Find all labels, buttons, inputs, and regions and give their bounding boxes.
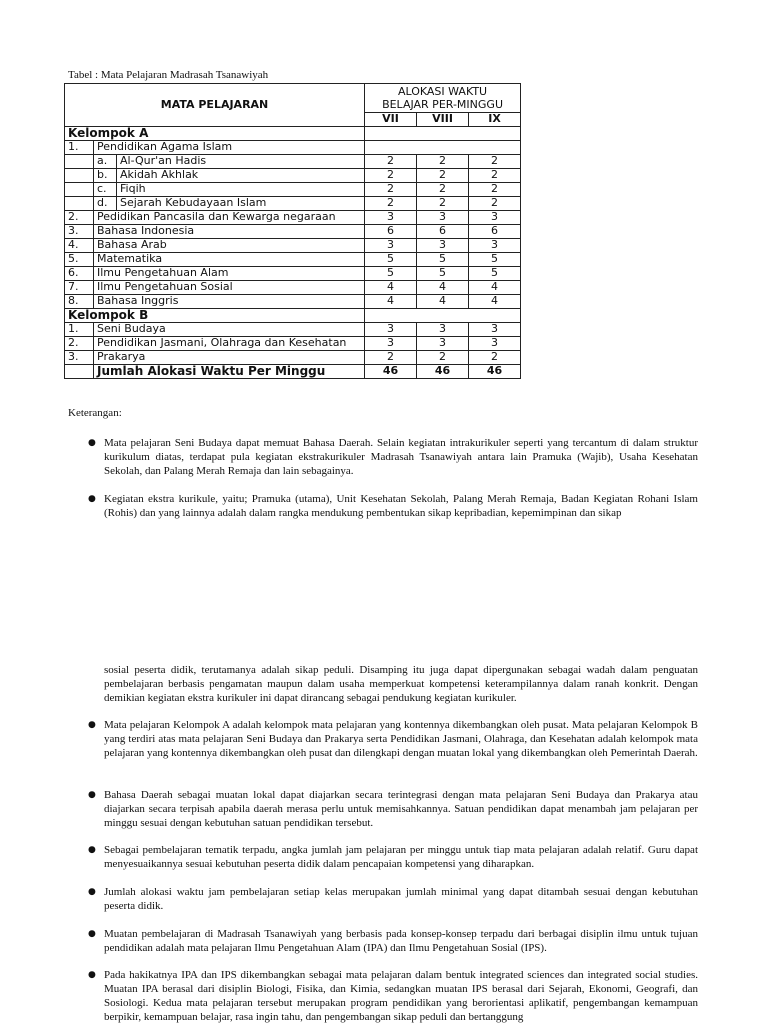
subject-name: Pendidikan Jasmani, Olahraga dan Kesehatan — [94, 337, 365, 351]
hours-value: 4 — [365, 295, 417, 309]
hours-value: 4 — [365, 281, 417, 295]
note-text: Pada hakikatnya IPA dan IPS dikembangkan sebagai mata pelajaran dalam bentuk integrated sciences dan integrated social studies. Muatan IPA berasal dari disiplin Biologi, Fisika, dan Kimia, sedangkan muatan IPS berasal dari Sejarah, Ekonomi, Geografi, dan Sosiologi. Kedua mata pelajaran tersebut merupakan program pendidikan yang berorientasi aplikatif, pengembangan kemampuan berpikir, kemampuan belajar, rasa ingin tahu, dan pengembangan sikap peduli dan bertanggung — [104, 969, 698, 1023]
hours-value: 3 — [365, 239, 417, 253]
note-item — [88, 718, 698, 760]
note-continuation — [104, 663, 698, 705]
row-number: 4. — [65, 239, 94, 253]
note-text: Sebagai pembelajaran tematik terpadu, angka jumlah jam pelajaran per minggu untuk tiap mata pelajaran adalah relatif. Guru dapat menyesuaikannya sesuai kebutuhan peserta didik dalam pencapaian kompetensi yang diharapkan. — [104, 844, 698, 870]
hours-value: 6 — [365, 225, 417, 239]
note-text: Muatan pembelajaran di Madrasah Tsanawiyah yang berbasis pada konsep-konsep terpadu dari berbagai disiplin ilmu untuk tujuan pendidikan adalah mata pelajaran Ilmu Pengetahuan Alam (IPA) dan Ilmu Pengetahuan Sosial (IPS). — [104, 928, 698, 954]
row-number: 3. — [65, 225, 94, 239]
total-label: Jumlah Alokasi Waktu Per Minggu — [94, 365, 365, 379]
subject-name: Akidah Akhlak — [117, 169, 365, 183]
note-item — [88, 885, 698, 913]
row-letter: b. — [94, 169, 117, 183]
hours-value: 6 — [469, 225, 521, 239]
empty-cell — [65, 183, 94, 197]
hours-value: 3 — [365, 323, 417, 337]
row-number: 2. — [65, 337, 94, 351]
row-number: 7. — [65, 281, 94, 295]
hours-value: 2 — [469, 169, 521, 183]
empty-cell — [365, 309, 521, 323]
hours-value: 2 — [417, 351, 469, 365]
note-text: Jumlah alokasi waktu jam pembelajaran setiap kelas merupakan jumlah minimal yang dapat ditambah sesuai dengan kebutuhan peserta didik. — [104, 886, 698, 912]
hours-value: 3 — [469, 323, 521, 337]
header-subject: MATA PELAJARAN — [65, 84, 365, 127]
hours-value: 4 — [417, 281, 469, 295]
hours-value: 5 — [365, 253, 417, 267]
hours-value: 2 — [365, 197, 417, 211]
row-letter: c. — [94, 183, 117, 197]
hours-value: 3 — [417, 211, 469, 225]
subject-name: Al-Qur'an Hadis — [117, 155, 365, 169]
subject-name: Ilmu Pengetahuan Sosial — [94, 281, 365, 295]
hours-value: 2 — [469, 155, 521, 169]
note-text: sosial peserta didik, terutamanya adalah sikap peduli. Disamping itu juga dapat dipergunakan sebagai wadah dalam penguatan pembelajaran berbasis pengamatan maupun dalam usaha memperkuat kompetensi keterampilannya dalam ranah konkrit. Dengan demikian kegiatan ekstra kurikuler ini dapat dirancang sebagai pendukung kegiatan kurikuler. — [104, 664, 698, 704]
group-b-heading: Kelompok B — [65, 309, 365, 323]
note-item — [88, 968, 698, 1024]
hours-value: 5 — [417, 253, 469, 267]
subject-name: Prakarya — [94, 351, 365, 365]
table-row — [65, 267, 521, 281]
note-text: Bahasa Daerah sebagai muatan lokal dapat diajarkan secara terintegrasi dengan mata pelajaran Seni Budaya dan Prakarya atau diajarkan secara terpisah apabila daerah merasa perlu untuk memisahkannya. Satuan pendidikan dapat menambah jam pelajaran per minggu sesuai dengan kebutuhan satuan pendidikan tersebut. — [104, 789, 698, 829]
empty-cell — [365, 141, 521, 155]
hours-value: 2 — [417, 155, 469, 169]
row-number: 1. — [65, 141, 94, 155]
table-row — [65, 337, 521, 351]
subject-name: Sejarah Kebudayaan Islam — [117, 197, 365, 211]
bullet-icon: ● — [88, 790, 96, 800]
hours-value: 3 — [365, 211, 417, 225]
hours-value: 2 — [365, 155, 417, 169]
total-value: 46 — [365, 365, 417, 379]
hours-value: 5 — [417, 267, 469, 281]
empty-cell — [65, 197, 94, 211]
note-item — [88, 843, 698, 871]
subject-name: Pedidikan Pancasila dan Kewarga negaraan — [94, 211, 365, 225]
row-number: 3. — [65, 351, 94, 365]
empty-cell — [365, 127, 521, 141]
hours-value: 3 — [417, 239, 469, 253]
hours-value: 2 — [365, 183, 417, 197]
table-caption: Tabel : Mata Pelajaran Madrasah Tsanawiyah — [68, 69, 269, 81]
table-row — [65, 225, 521, 239]
hours-value: 3 — [417, 323, 469, 337]
table-row — [65, 197, 521, 211]
bullet-icon: ● — [88, 845, 96, 855]
row-number: 6. — [65, 267, 94, 281]
hours-value: 6 — [417, 225, 469, 239]
total-value: 46 — [469, 365, 521, 379]
subject-name: Seni Budaya — [94, 323, 365, 337]
empty-cell — [65, 169, 94, 183]
empty-cell — [65, 365, 94, 379]
row-number: 5. — [65, 253, 94, 267]
hours-value: 2 — [365, 169, 417, 183]
table-row — [65, 295, 521, 309]
header-allocation-line1: ALOKASI WAKTU — [397, 85, 488, 98]
bullet-icon: ● — [88, 929, 96, 939]
hours-value: 3 — [469, 337, 521, 351]
note-item — [88, 436, 698, 478]
grade-header: VIII — [417, 113, 469, 127]
note-item — [88, 927, 698, 955]
bullet-icon: ● — [88, 494, 96, 504]
bullet-icon: ● — [88, 438, 96, 448]
subject-name: Bahasa Arab — [94, 239, 365, 253]
note-text: Mata pelajaran Seni Budaya dapat memuat Bahasa Daerah. Selain kegiatan intrakurikuler seperti yang tercantum di dalam struktur kurikulum diatas, terdapat pula kegiatan ekstrakurikuler Madrasah Tsanawiyah antara lain Pramuka (Wajib), Usaha Kesehatan Sekolah, dan Palang Merah Remaja dan lain sebagainya. — [104, 437, 698, 477]
note-text: Kegiatan ekstra kurikule, yaitu; Pramuka (utama), Unit Kesehatan Sekolah, Palang Merah Remaja, Badan Kegiatan Rohani Islam (Rohis) dan yang lainnya adalah dalam rangka mendukung pembentukan sikap kepribadian, kepemimpinan dan sikap — [104, 493, 698, 519]
grade-header: IX — [469, 113, 521, 127]
note-item — [88, 788, 698, 830]
row-letter: d. — [94, 197, 117, 211]
row-letter: a. — [94, 155, 117, 169]
grade-header: VII — [365, 113, 417, 127]
hours-value: 5 — [365, 267, 417, 281]
hours-value: 2 — [417, 169, 469, 183]
group-a-heading: Kelompok A — [65, 127, 365, 141]
subject-name: Matematika — [94, 253, 365, 267]
row-number: 2. — [65, 211, 94, 225]
empty-cell — [65, 155, 94, 169]
total-value: 46 — [417, 365, 469, 379]
bullet-icon: ● — [88, 720, 96, 730]
table-row — [65, 155, 521, 169]
subjects-table — [64, 83, 521, 379]
hours-value: 3 — [417, 337, 469, 351]
hours-value: 2 — [469, 197, 521, 211]
notes-heading: Keterangan: — [68, 407, 122, 419]
table-row — [65, 253, 521, 267]
row-number: 1. — [65, 323, 94, 337]
table-row — [65, 211, 521, 225]
table-row — [65, 239, 521, 253]
hours-value: 3 — [469, 211, 521, 225]
row-number: 8. — [65, 295, 94, 309]
subject-name: Fiqih — [117, 183, 365, 197]
hours-value: 2 — [469, 183, 521, 197]
subject-name: Bahasa Inggris — [94, 295, 365, 309]
table-row — [65, 323, 521, 337]
hours-value: 2 — [365, 351, 417, 365]
table-row — [65, 183, 521, 197]
hours-value: 3 — [469, 239, 521, 253]
note-item — [88, 492, 698, 520]
hours-value: 4 — [469, 295, 521, 309]
table-row — [65, 169, 521, 183]
bullet-icon: ● — [88, 887, 96, 897]
hours-value: 3 — [365, 337, 417, 351]
hours-value: 2 — [417, 197, 469, 211]
subject-name: Ilmu Pengetahuan Alam — [94, 267, 365, 281]
bullet-icon: ● — [88, 970, 96, 980]
hours-value: 4 — [469, 281, 521, 295]
hours-value: 2 — [469, 351, 521, 365]
table-row — [65, 351, 521, 365]
hours-value: 4 — [417, 295, 469, 309]
hours-value: 5 — [469, 253, 521, 267]
table-row — [65, 281, 521, 295]
subject-name: Bahasa Indonesia — [94, 225, 365, 239]
header-allocation — [365, 84, 521, 113]
header-allocation-line2: BELAJAR PER-MINGGU — [382, 98, 503, 111]
hours-value: 5 — [469, 267, 521, 281]
note-text: Mata pelajaran Kelompok A adalah kelompok mata pelajaran yang kontennya dikembangkan oleh pusat. Mata pelajaran Kelompok B yang terdiri atas mata pelajaran Seni Budaya dan Prakarya serta Pendidikan Jasmani, Olahraga, dan Kesehatan adalah kelompok mata pelajaran yang kontennya dikembangkan oleh pusat dan dilengkapi dengan muatan lokal yang dikembangkan oleh Pemerintah Daerah. — [104, 719, 698, 759]
subject-name: Pendidikan Agama Islam — [94, 141, 365, 155]
hours-value: 2 — [417, 183, 469, 197]
